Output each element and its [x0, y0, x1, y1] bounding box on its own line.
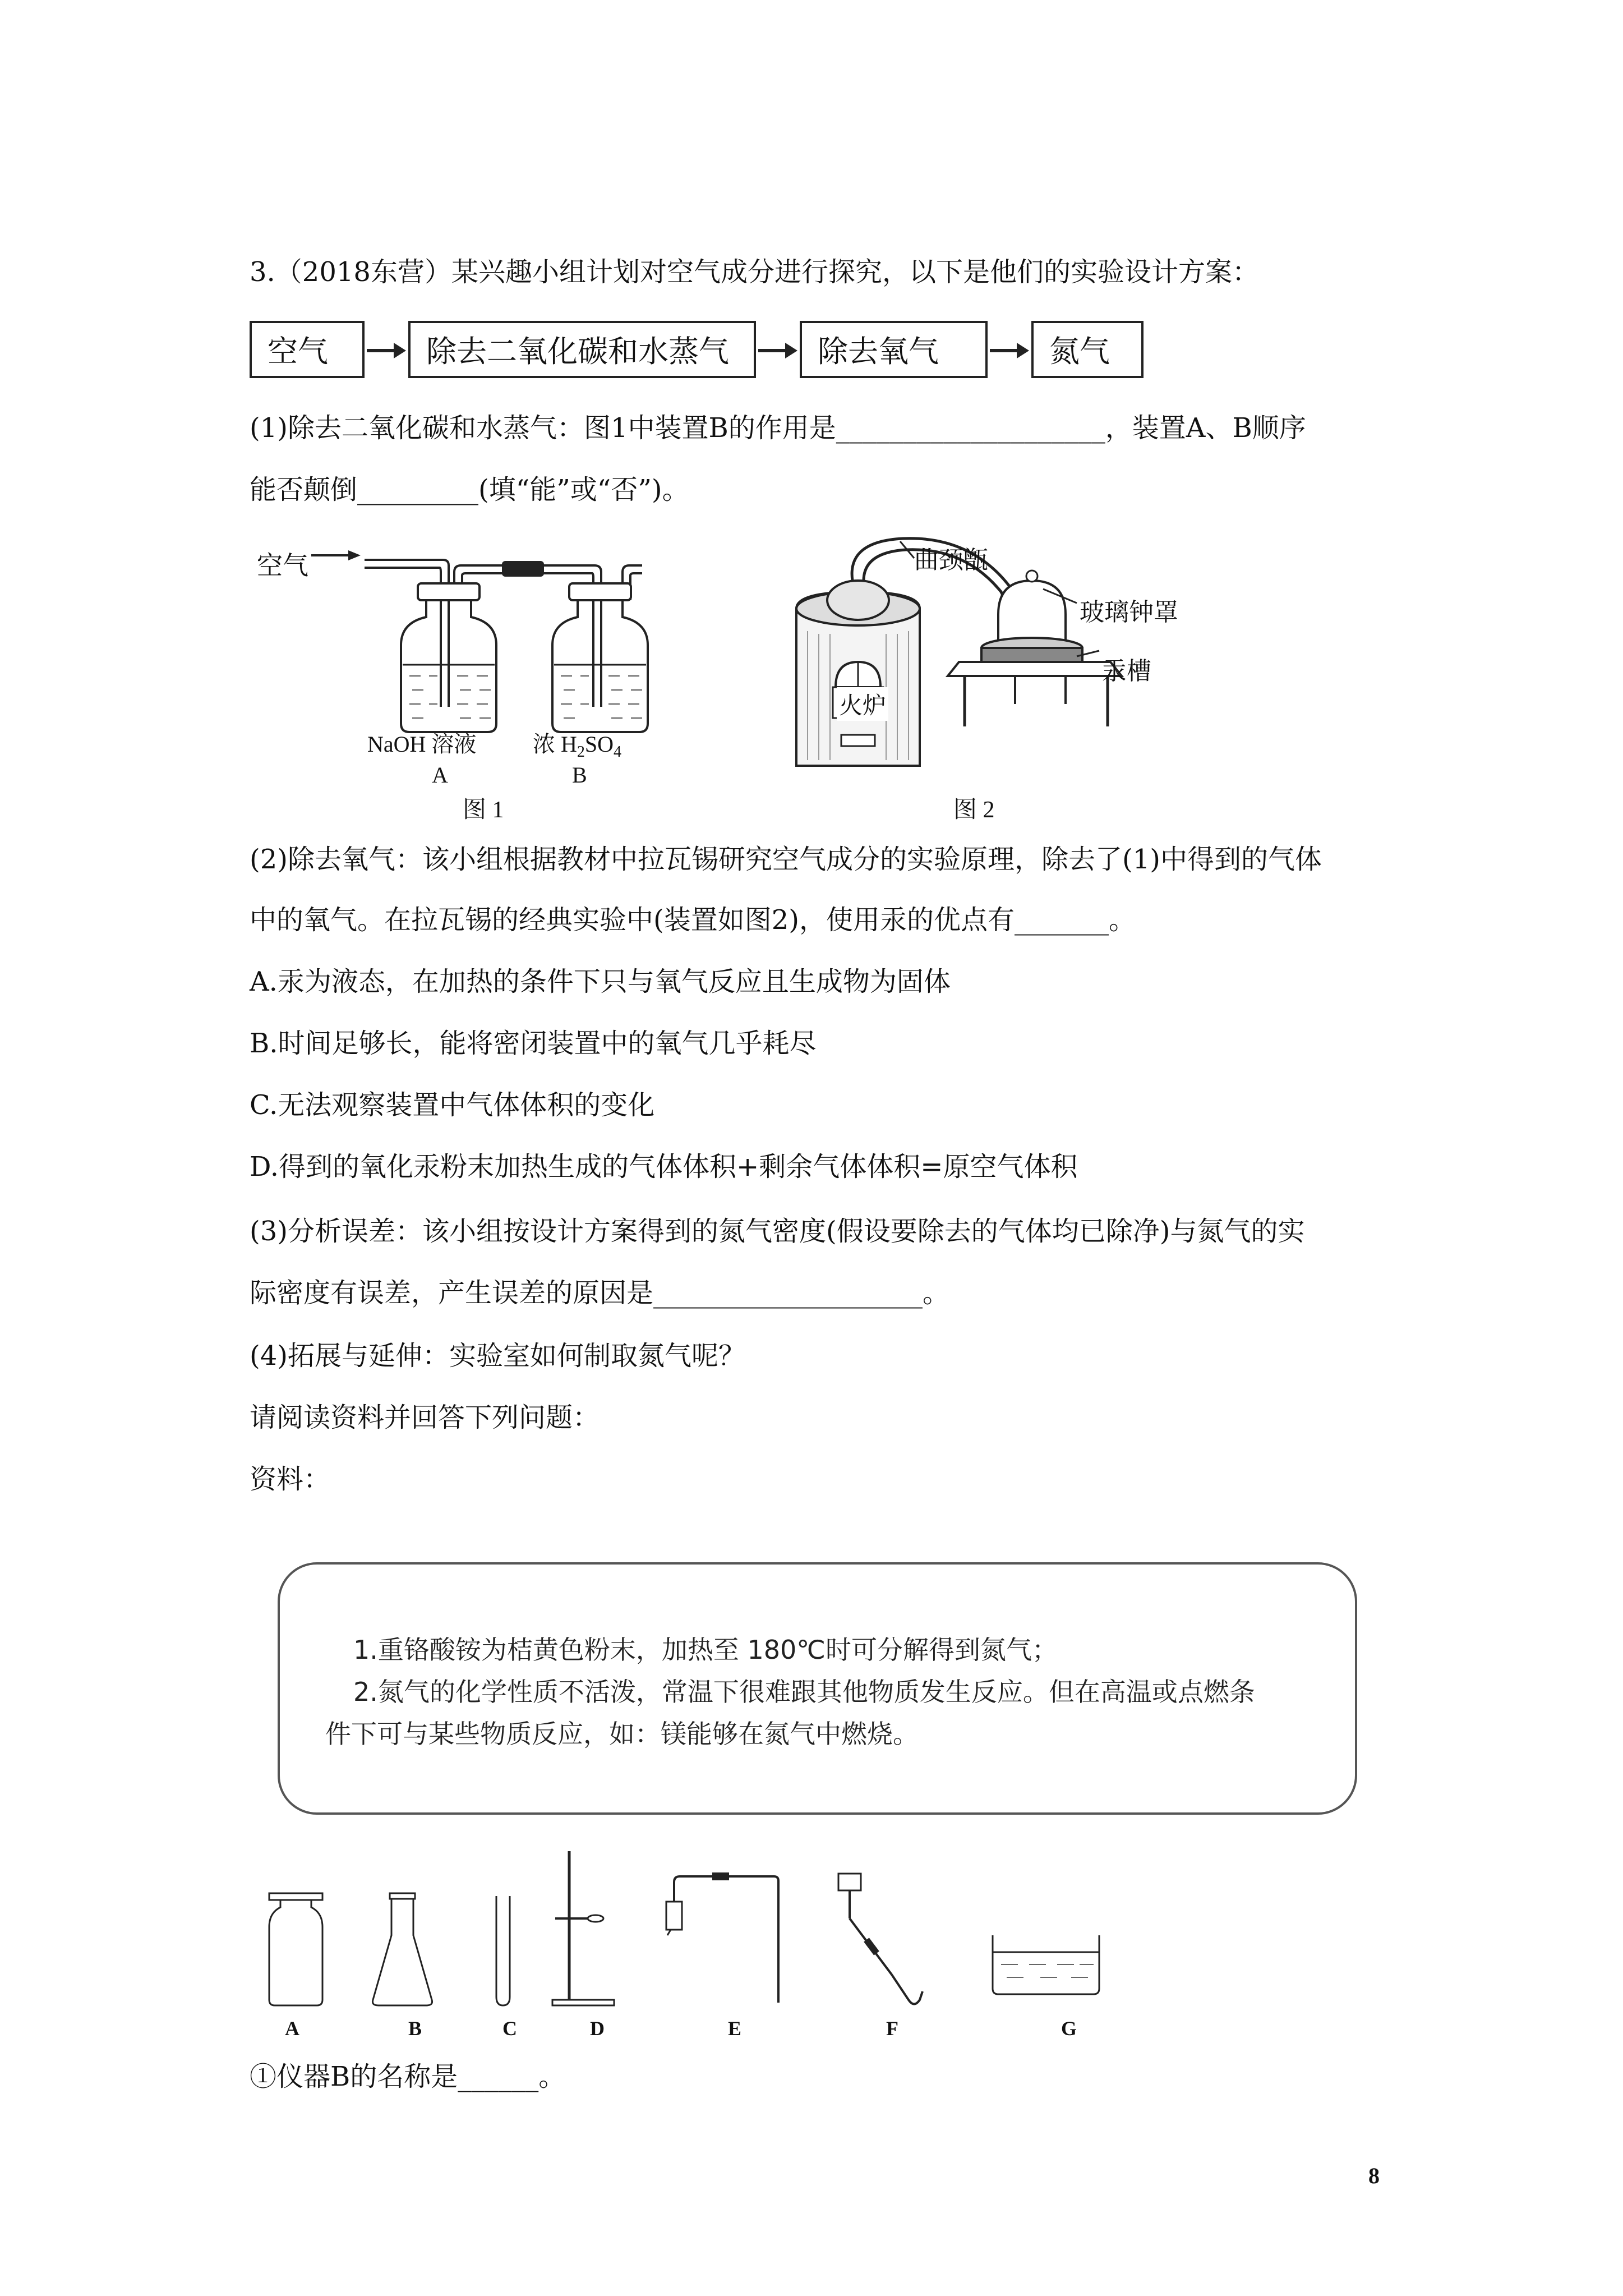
fig1-label-a: A	[432, 762, 448, 788]
fig1-label-b: B	[572, 762, 587, 788]
flow-step-remove-o2: 除去氧气	[800, 321, 988, 378]
flow-arrow-icon	[757, 339, 799, 362]
part4: (4)拓展与延伸：实验室如何制取氮气呢？	[250, 1340, 745, 1372]
flow-step-nitrogen: 氮气	[1031, 321, 1144, 378]
option-d: D.得到的氧化汞粉末加热生成的气体体积+剩余气体体积=原空气体积	[250, 1151, 1078, 1182]
part2-line2: 中的氧气。在拉瓦锡的经典实验中(装置如图2)，使用汞的优点有_______。	[250, 904, 1136, 936]
fig2-bell-jar-label: 玻璃钟罩	[1080, 599, 1178, 626]
fig2-retort-label: 曲颈甑	[914, 546, 988, 574]
page-number: 8	[1368, 2163, 1380, 2188]
apparatus-label-d: D	[590, 2017, 605, 2040]
flow-step-air: 空气	[250, 321, 365, 378]
material-item-1: 1.重铬酸铵为桔黄色粉末，加热至 180℃时可分解得到氮气；	[353, 1635, 1058, 1665]
question-intro: 3.（2018东营）某兴趣小组计划对空气成分进行探究，以下是他们的实验设计方案：	[250, 256, 1259, 288]
fig1-air-label: 空气	[257, 551, 308, 580]
apparatus-label-c: C	[502, 2017, 517, 2040]
part2-line1: (2)除去氧气：该小组根据教材中拉瓦锡研究空气成分的实验原理，除去了(1)中得到的气体	[250, 844, 1322, 875]
apparatus-label-f: F	[886, 2017, 898, 2040]
fig1-gas-washing-bottles	[359, 539, 673, 740]
option-b: B.时间足够长，能将密闭装置中的氧气几乎耗尽	[250, 1028, 817, 1059]
delivery-tube-icon	[666, 1872, 778, 2003]
bent-tube-icon	[838, 1874, 923, 2004]
read-prompt: 请阅读资料并回答下列问题：	[250, 1402, 600, 1433]
iron-stand-icon	[552, 1851, 614, 2005]
fig1-bottle-a-reagent: NaOH 溶液	[367, 731, 477, 757]
option-c: C.无法观察装置中气体体积的变化	[250, 1089, 655, 1121]
fig1-bottle-b-reagent: 浓 $H_2SO_4$	[533, 731, 622, 761]
fig2-trough-label: 汞槽	[1102, 657, 1151, 685]
material-label: 资料：	[250, 1464, 331, 1495]
fig1-air-arrow-icon	[311, 547, 362, 564]
material-item-3: 件下可与某些物质反应，如：镁能够在氮气中燃烧。	[325, 1719, 919, 1749]
flow-arrow-icon	[989, 339, 1030, 362]
part1-line2: 能否颠倒_________(填“能”或“否”)。	[250, 474, 689, 505]
part3-line2: 际密度有误差，产生误差的原因是____________________。	[250, 1277, 950, 1309]
fig2-furnace-label: 火炉	[837, 687, 888, 721]
apparatus-label-b: B	[408, 2017, 422, 2040]
conical-flask-icon	[372, 1893, 432, 2005]
test-tube-icon	[496, 1896, 510, 2005]
apparatus-label-g: G	[1061, 2017, 1077, 2040]
part1-line1: (1)除去二氧化碳和水蒸气：图1中装置B的作用是____________________，装置A、B顺序	[250, 412, 1306, 444]
apparatus-label-a: A	[285, 2017, 299, 2040]
option-a: A.汞为液态，在加热的条件下只与氧气反应且生成物为固体	[250, 966, 951, 997]
sub-question-1: ①仪器B的名称是______。	[250, 2061, 566, 2092]
apparatus-row	[264, 1840, 1138, 2008]
fig2-caption: 图 2	[953, 797, 995, 823]
flow-step-remove-co2-h2o: 除去二氧化碳和水蒸气	[408, 321, 756, 378]
material-item-2: 2.氮气的化学性质不活泼，常温下很难跟其他物质发生反应。但在高温或点燃条	[353, 1677, 1255, 1707]
fig1-caption: 图 1	[463, 797, 504, 823]
gas-jar-icon	[269, 1893, 322, 2005]
apparatus-label-e: E	[728, 2017, 742, 2040]
part3-line1: (3)分析误差：该小组按设计方案得到的氮气密度(假设要除去的气体均已除净)与氮气的实	[250, 1216, 1305, 1247]
water-trough-icon	[993, 1935, 1099, 1994]
flow-arrow-icon	[366, 339, 407, 362]
